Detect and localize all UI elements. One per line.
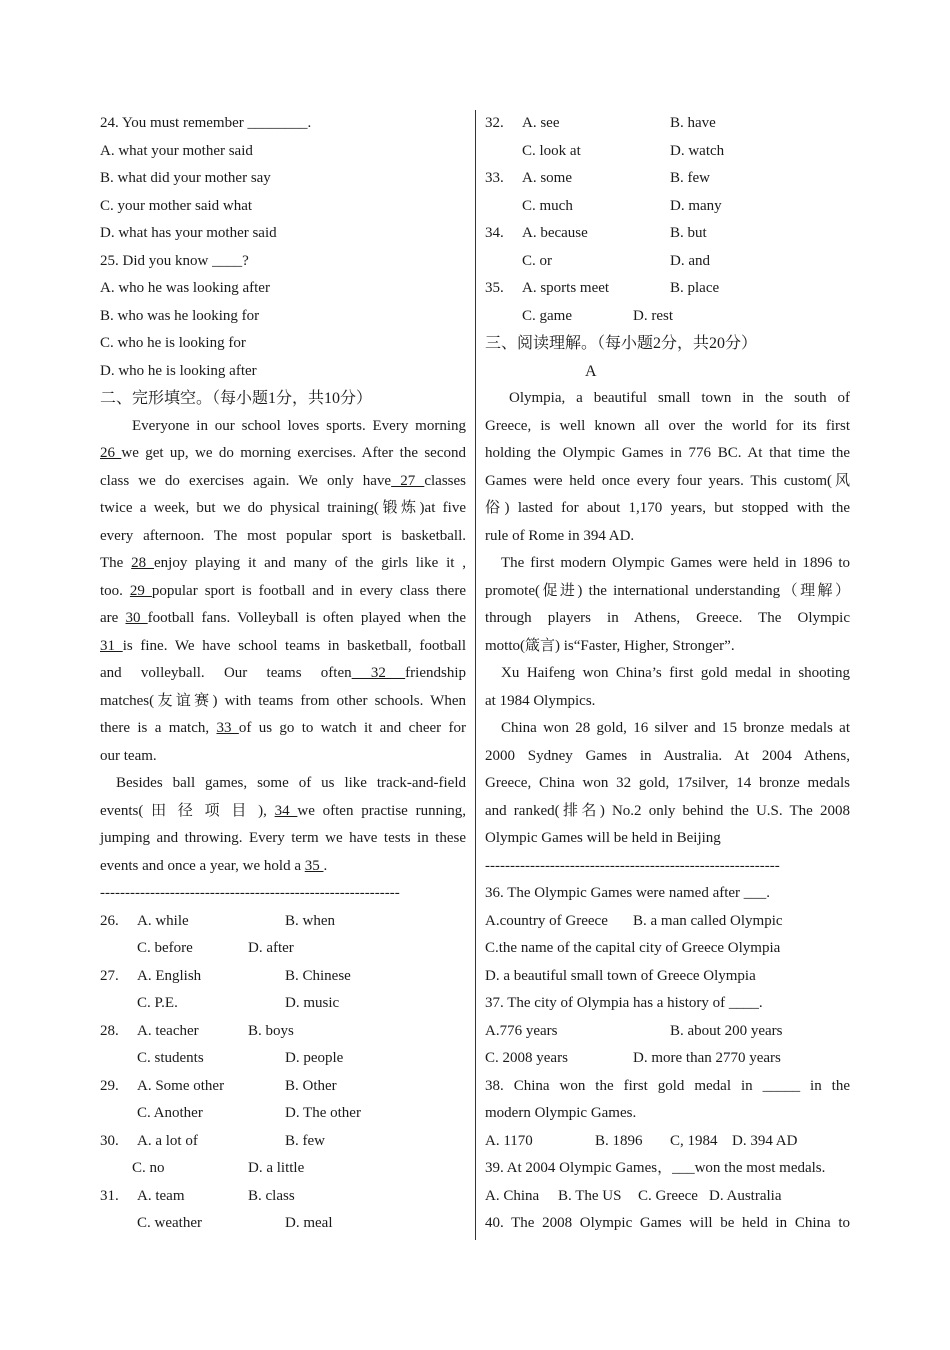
cloze-passage xyxy=(100,413,466,881)
passage-line: Everyone in our school loves sports. Every morning xyxy=(132,417,466,434)
passage-line: there is a match, 33 of us go to watch it and cheer for xyxy=(100,720,466,736)
separator-line: ------------------------------------------------------------ xyxy=(100,885,400,901)
passage-line: 26 we get up, we do morning exercises. After the second xyxy=(100,445,466,461)
reading-section-heading: 三、阅读理解。（每小题2分，共20分） xyxy=(485,335,758,352)
cloze-question-28-row2: C. students D. people xyxy=(137,1050,344,1066)
question-37-row2: C. 2008 years D. more than 2770 years xyxy=(485,1050,781,1066)
question-24-option-b: B. what did your mother say xyxy=(100,170,271,186)
question-25-option-c: C. who he is looking for xyxy=(100,335,246,351)
cloze-question-27-row1: 27. A. English B. Chinese xyxy=(100,967,351,984)
question-36-row1: A.country of Greece B. a man called Olympic xyxy=(485,912,783,929)
passage-line: jumping and throwing. Every term we have tests in these xyxy=(100,830,466,846)
cloze-question-33-row2: C. much D. many xyxy=(522,197,722,214)
passage-line: rule of Rome in 394 AD. xyxy=(485,527,635,544)
cloze-question-27-row2: C. P.E. D. music xyxy=(137,995,340,1011)
passage-line: our team. xyxy=(100,747,157,764)
question-36-option-d: D. a beautiful small town of Greece Olympia xyxy=(485,967,756,984)
cloze-section-heading: 二、完形填空。（每小题1分，共10分） xyxy=(100,390,373,407)
passage-line: and ranked(排名) No.2 only behind the U.S. The 2008 xyxy=(485,802,850,819)
question-24-stem: 24. You must remember ________. xyxy=(100,115,312,131)
passage-line: holding the Olympic Games in 776 BC. At that time the xyxy=(485,445,850,461)
question-38-options: A. 1170 B. 1896 C, 1984 D. 394 AD xyxy=(485,1132,798,1149)
passage-line: 俗) lasted for about 1,170 years, but stopped with the xyxy=(485,500,850,516)
question-24-option-c: C. your mother said what xyxy=(100,197,253,214)
passage-line: motto(箴言) is“Faster, Higher, Stronger”. xyxy=(485,637,735,654)
cloze-question-29-row2: C. Another D. The other xyxy=(137,1105,361,1121)
question-37-stem: 37. The city of Olympia has a history of ____. xyxy=(485,995,763,1011)
passage-line: Greece, China won 32 gold, 17silver, 14 bronze medals xyxy=(485,775,850,791)
blank-30: 30 xyxy=(125,610,148,626)
question-36-option-c: C.the name of the capital city of Greece Olympia xyxy=(485,940,781,956)
passage-line: events and once a year, we hold a 35 . xyxy=(100,857,328,874)
passage-line: are 30 football fans. Volleyball is often played when the xyxy=(100,610,466,626)
cloze-question-32-row2: C. look at D. watch xyxy=(522,142,725,159)
question-39-stem: 39. At 2004 Olympic Games，___won the most medals. xyxy=(485,1160,826,1176)
passage-line: through players in Athens, Greece. The Olympic xyxy=(485,610,850,626)
passage-line: Olympic Games will be held in Beijing xyxy=(485,830,721,846)
passage-line: twice a week, but we do physical training(锻炼)at five xyxy=(100,500,466,516)
separator-line: ----------------------------------------------------------- xyxy=(485,857,780,874)
passage-line: 2000 Sydney Games in Australia. At 2004 Athens, xyxy=(485,747,850,764)
column-divider xyxy=(475,110,476,1240)
cloze-question-29-row1: 29. A. Some other B. Other xyxy=(100,1077,337,1094)
blank-34: 34 xyxy=(274,802,298,819)
passage-line: Olympia, a beautiful small town in the south of xyxy=(509,390,850,406)
right-column xyxy=(485,110,850,1238)
question-25-option-a: A. who he was looking after xyxy=(100,280,270,296)
passage-line: too. 29 popular sport is football and in every class there xyxy=(100,582,466,599)
cloze-question-35-row1: 35. A. sports meet B. place xyxy=(485,280,720,296)
question-38-stem: 38. China won the first gold medal in _____ in the xyxy=(485,1077,850,1094)
question-38-stem-cont: modern Olympic Games. xyxy=(485,1105,637,1121)
blank-28: 28 xyxy=(131,555,154,571)
left-column xyxy=(100,110,466,1238)
passage-line: at 1984 Olympics. xyxy=(485,692,596,709)
blank-27: 27 xyxy=(391,472,425,489)
blank-31: 31 xyxy=(100,637,123,654)
passage-line: Xu Haifeng won China’s first gold medal in shooting xyxy=(501,665,850,681)
passage-line: class we do exercises again. We only have 27 classes xyxy=(100,472,466,489)
reading-passage xyxy=(485,385,850,853)
passage-line: promote(促进) the international understanding（理解） xyxy=(485,582,850,599)
cloze-question-30-row2: C. no D. a little xyxy=(132,1160,305,1176)
cloze-question-30-row1: 30. A. a lot of B. few xyxy=(100,1132,325,1149)
blank-26: 26 xyxy=(100,445,122,461)
cloze-question-31-row2: C. weather D. meal xyxy=(137,1215,333,1231)
passage-line: events( 田 径 项 目 ), 34 we often practise running, xyxy=(100,802,467,819)
passage-line: Besides ball games, some of us like track-and-field xyxy=(116,775,466,791)
passage-line: Games were held once every four years. This custom(风 xyxy=(485,472,850,489)
cloze-question-34-row2: C. or D. and xyxy=(522,252,710,269)
cloze-question-34-row1: 34. A. because B. but xyxy=(485,225,707,241)
cloze-question-35-row2: C. game D. rest xyxy=(522,307,673,324)
reading-passage-label: A xyxy=(585,362,597,380)
question-37-row1: A.776 years B. about 200 years xyxy=(485,1022,783,1039)
question-24-option-a: A. what your mother said xyxy=(100,142,253,159)
passage-line: every afternoon. The most popular sport is basketball. xyxy=(100,527,466,544)
cloze-question-32-row1: 32. A. see B. have xyxy=(485,115,716,131)
question-25-option-d: D. who he is looking after xyxy=(100,362,257,379)
passage-line: Greece, is well known all over the world for its first xyxy=(485,417,850,434)
question-25-stem: 25. Did you know ____? xyxy=(100,252,249,269)
question-40-stem: 40. The 2008 Olympic Games will be held in China to xyxy=(485,1215,850,1231)
question-24-option-d: D. what has your mother said xyxy=(100,225,277,241)
blank-32: 32 xyxy=(351,665,406,681)
question-25-option-b: B. who was he looking for xyxy=(100,307,260,324)
passage-line: China won 28 gold, 16 silver and 15 bronze medals at xyxy=(501,720,850,736)
cloze-question-26-row1: 26. A. while B. when xyxy=(100,912,335,929)
passage-line: 31 is fine. We have school teams in basketball, football xyxy=(100,637,467,654)
cloze-question-28-row1: 28. A. teacher B. boys xyxy=(100,1022,294,1039)
passage-line: matches(友谊赛) with teams from other schools. When xyxy=(100,692,466,709)
cloze-question-26-row2: C. before D. after xyxy=(137,940,294,956)
passage-line: The first modern Olympic Games were held in 1896 to xyxy=(501,555,850,571)
question-39-options: A. China B. The US C. Greece D. Australia xyxy=(485,1187,782,1204)
blank-29: 29 xyxy=(129,582,152,599)
cloze-question-33-row1: 33. A. some B. few xyxy=(485,170,710,186)
passage-line: The 28 enjoy playing it and many of the girls like it , xyxy=(100,555,467,571)
passage-line: and volleyball. Our teams often 32 friendship xyxy=(100,665,466,681)
blank-33: 33 xyxy=(216,720,239,736)
blank-35: 35 xyxy=(304,857,324,874)
question-36-stem: 36. The Olympic Games were named after ___. xyxy=(485,885,771,901)
cloze-question-31-row1: 31. A. team B. class xyxy=(100,1187,295,1204)
